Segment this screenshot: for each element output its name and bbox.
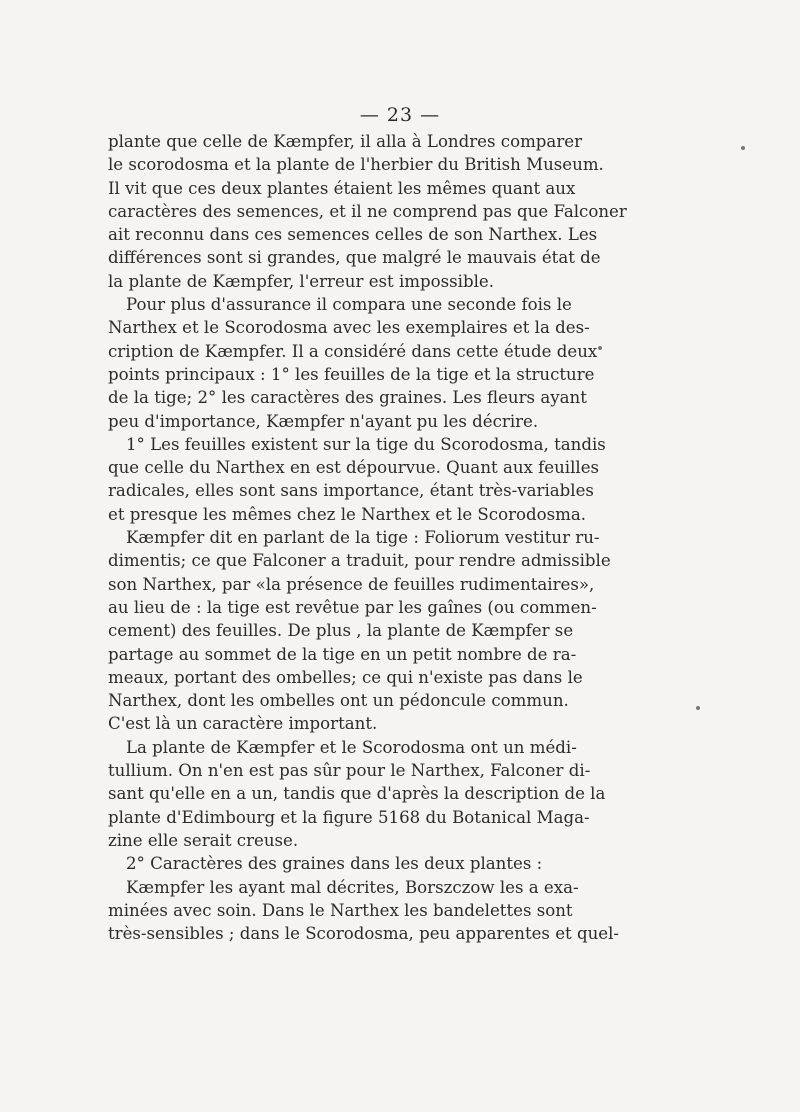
text-line: Narthex, dont les ombelles ont un pédoncule commun. [108, 691, 569, 711]
page-number: — 23 — [359, 104, 441, 126]
text-line: La plante de Kæmpfer et le Scorodosma ont un médi- [126, 737, 577, 757]
text-line: Pour plus d'assurance il compara une seconde fois le [126, 295, 572, 315]
text-line: différences sont si grandes, que malgré le mauvais état de [108, 248, 601, 268]
text-line: Narthex et le Scorodosma avec les exemplaires et la des- [108, 318, 590, 338]
text-line: peu d'importance, Kæmpfer n'ayant pu les décrire. [108, 411, 539, 431]
text-line: zine elle serait creuse. [108, 830, 299, 850]
text-line: Il vit que ces deux plantes étaient les mêmes quant aux [108, 178, 576, 198]
text-line: au lieu de : la tige est revêtue par les gaînes (ou commen- [108, 597, 597, 617]
text-line: caractères des semences, et il ne comprend pas que Falconer [108, 201, 627, 221]
text-line: plante que celle de Kæmpfer, il alla à Londres comparer [108, 132, 582, 151]
text-line: et presque les mêmes chez le Narthex et le Scorodosma. [108, 504, 587, 524]
text-line: partage au sommet de la tige en un petit nombre de ra- [108, 644, 577, 664]
text-line: dimentis; ce que Falconer a traduit, pour rendre admissible [108, 551, 611, 571]
text-line: ait reconnu dans ces semences celles de son Narthex. Les [108, 225, 598, 245]
speck-mark [598, 346, 602, 350]
speck-mark [741, 146, 745, 150]
text-line: le scorodosma et la plante de l'herbier du British Museum. [108, 155, 604, 175]
text-line: cription de Kæmpfer. Il a considéré dans cette étude deux [108, 341, 598, 361]
text-line: de la tige; 2° les caractères des graines. Les fleurs ayant [108, 388, 587, 408]
text-line: Kæmpfer dit en parlant de la tige : Foliorum vestitur ru- [126, 528, 600, 548]
body-text [108, 130, 627, 945]
text-line: 2° Caractères des graines dans les deux plantes : [126, 854, 543, 874]
text-line: 1° Les feuilles existent sur la tige du Scorodosma, tandis [126, 434, 606, 454]
text-line: la plante de Kæmpfer, l'erreur est impossible. [108, 271, 494, 291]
text-line: que celle du Narthex en est dépourvue. Quant aux feuilles [108, 458, 600, 478]
text-line: cement) des feuilles. De plus , la plante de Kæmpfer se [108, 621, 574, 641]
text-line: meaux, portant des ombelles; ce qui n'existe pas dans le [108, 667, 583, 687]
speck-mark [696, 706, 700, 710]
text-line: radicales, elles sont sans importance, étant très-variables [108, 481, 594, 501]
text-line: tullium. On n'en est pas sûr pour le Narthex, Falconer di- [108, 761, 591, 781]
text-line: sant qu'elle en a un, tandis que d'après la description de la [108, 784, 606, 804]
text-line: Kæmpfer les ayant mal décrites, Borszczow les a exa- [126, 877, 579, 897]
text-line: C'est là un caractère important. [108, 714, 378, 734]
text-line: minées avec soin. Dans le Narthex les bandelettes sont [108, 900, 573, 920]
text-line: points principaux : 1° les feuilles de la tige et la structure [108, 364, 595, 384]
text-line: très-sensibles ; dans le Scorodosma, peu apparentes et quel- [108, 924, 620, 944]
text-line: plante d'Edimbourg et la figure 5168 du Botanical Maga- [108, 807, 590, 827]
text-line: son Narthex, par «la présence de feuilles rudimentaires», [108, 574, 595, 594]
